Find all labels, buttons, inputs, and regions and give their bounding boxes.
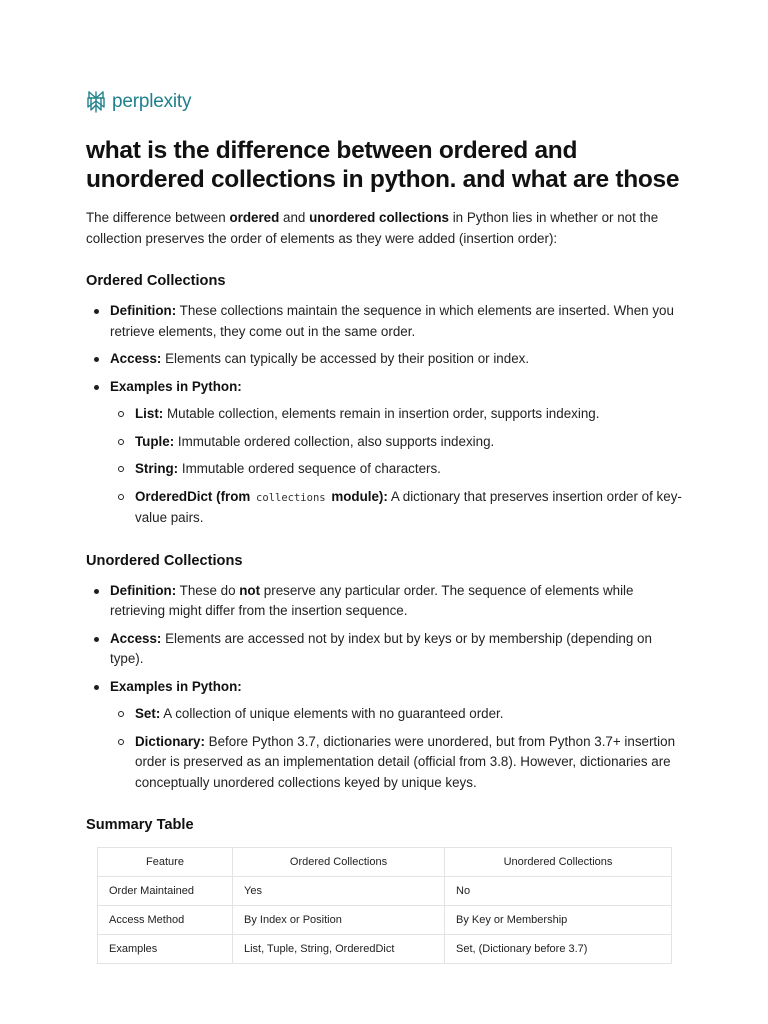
intro-paragraph — [86, 208, 682, 249]
table-header-cell: Unordered Collections — [445, 848, 672, 877]
item-label: Examples in Python: — [110, 378, 242, 394]
item-text: Immutable ordered collection, also supports indexing. — [174, 433, 495, 449]
table-row — [98, 935, 672, 964]
table-cell: By Key or Membership — [445, 906, 672, 935]
table-cell: Access Method — [98, 906, 233, 935]
item-bold: not — [239, 582, 261, 598]
item-text: Mutable collection, elements remain in insertion order, supports indexing. — [163, 406, 600, 421]
item-label: Definition: — [110, 303, 177, 318]
item-text: A dictionary that preserves insertion order of key-value pairs. — [135, 488, 682, 525]
list-item — [86, 581, 682, 622]
sub-list-item — [110, 404, 682, 425]
item-label: Access: — [110, 351, 162, 366]
intro-text: The difference between — [86, 210, 230, 225]
item-text: A collection of unique elements with no guaranteed order. — [160, 706, 504, 721]
list-item — [86, 377, 682, 529]
item-text: Immutable ordered sequence of characters. — [178, 461, 441, 476]
table-cell: By Index or Position — [233, 906, 445, 935]
section-heading-unordered: Unordered Collections — [86, 552, 243, 569]
table-cell: Yes — [233, 877, 445, 906]
item-label: Definition: — [110, 582, 177, 598]
item-label: Access: — [110, 630, 162, 646]
section-heading-ordered: Ordered Collections — [86, 273, 226, 289]
list-item — [86, 349, 682, 370]
item-label: module): — [327, 488, 388, 504]
brand-name: perplexity — [112, 91, 192, 112]
sub-list-item — [110, 732, 682, 794]
document-page — [86, 88, 682, 964]
summary-table — [97, 847, 672, 964]
perplexity-logo-icon — [86, 90, 106, 114]
ordered-list — [86, 301, 682, 529]
list-item — [86, 301, 682, 342]
unordered-examples-list — [110, 704, 682, 793]
intro-bold-ordered: ordered — [229, 210, 280, 225]
table-cell: Examples — [98, 935, 233, 964]
item-label: Dictionary: — [135, 733, 205, 749]
item-text: Before Python 3.7, dictionaries were unordered, but from Python 3.7+ insertion order is preserved as an implementation detail (official from 3.8). However, dictionaries are conceptually unordered collections keyed by unique keys. — [135, 733, 676, 790]
summary-table-wrapper — [97, 847, 672, 964]
inline-code: collections — [256, 491, 326, 504]
item-label: List: — [135, 406, 164, 421]
table-header-cell: Feature — [98, 848, 233, 877]
item-text: Elements can typically be accessed by their position or index. — [161, 351, 530, 366]
item-label: OrderedDict (from — [135, 488, 255, 504]
sub-list-item — [110, 704, 682, 725]
table-row — [98, 877, 672, 906]
item-text: Elements are accessed not by index but by keys or by membership (depending on type). — [110, 630, 652, 666]
section-heading-summary: Summary Table — [86, 817, 194, 833]
table-header-row — [98, 848, 672, 877]
table-cell: Order Maintained — [98, 877, 233, 906]
list-item — [86, 629, 682, 670]
sub-list-item — [110, 432, 682, 453]
table-row — [98, 906, 672, 935]
item-text: These do — [176, 582, 240, 598]
item-label: Set: — [135, 706, 161, 721]
brand-header — [86, 88, 682, 116]
list-item — [86, 677, 682, 794]
sub-list-item — [110, 459, 682, 480]
ordered-examples-list — [110, 404, 682, 529]
intro-text: in Python lies in whether or not the collection preserves the order of elements as they were added (insertion order): — [86, 210, 659, 246]
table-cell: List, Tuple, String, OrderedDict — [233, 935, 445, 964]
page-title: what is the difference between ordered and unordered collections in python. and what are those — [86, 137, 680, 193]
sub-list-item — [110, 487, 682, 529]
intro-bold-unordered: unordered collections — [309, 210, 449, 225]
item-text: preserve any particular order. The sequence of elements while retrieving might differ from the insertion sequence. — [110, 582, 634, 618]
table-cell: No — [445, 877, 672, 906]
item-label: Examples in Python: — [110, 678, 242, 694]
unordered-list — [86, 581, 682, 794]
item-label: String: — [135, 461, 179, 476]
item-text: These collections maintain the sequence in which elements are inserted. When you retrieve elements, they come out in the same order. — [110, 303, 674, 339]
item-label: Tuple: — [135, 433, 175, 449]
table-cell: Set, (Dictionary before 3.7) — [445, 935, 672, 964]
intro-text: and — [279, 210, 310, 225]
table-header-cell: Ordered Collections — [233, 848, 445, 877]
